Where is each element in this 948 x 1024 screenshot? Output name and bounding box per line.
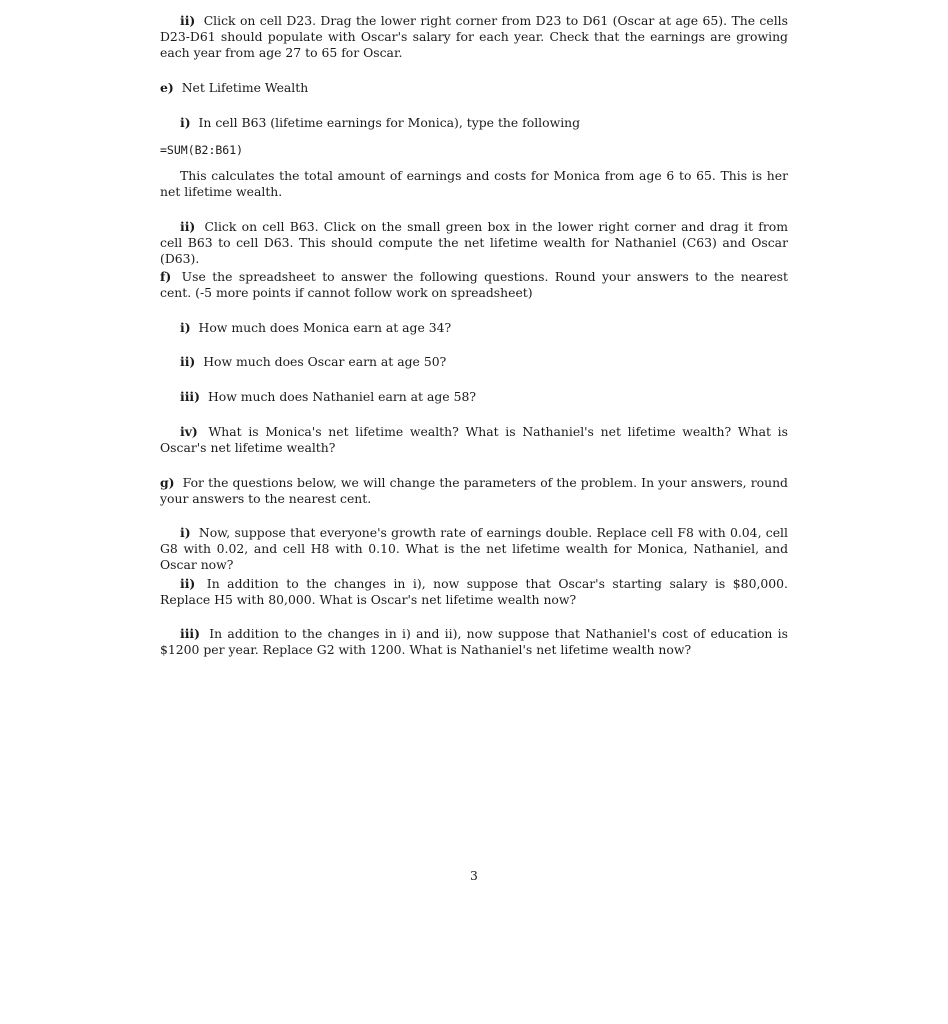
question-g-i-label: i): [180, 525, 191, 540]
question-f-i-text: How much does Monica earn at age 34?: [198, 320, 452, 335]
question-g-ii-label: ii): [180, 576, 196, 591]
step-d-ii: [160, 13, 788, 61]
question-f-ii: [160, 354, 788, 370]
section-g-text: For the questions below, we will change the parameters of the problem. In your answers, round your answers to the nearest cent.: [160, 475, 788, 506]
question-g-iii-text: In addition to the changes in i) and ii), now suppose that Nathaniel's cost of education is $1200 per year. Replace G2 with 1200. What is Nathaniel's net lifetime wealth now?: [160, 626, 788, 657]
section-e-heading: [160, 80, 788, 96]
section-e-label: e): [160, 80, 174, 95]
section-g-label: g): [160, 475, 175, 490]
section-f-label: f): [160, 269, 172, 284]
step-e-i-text: In cell B63 (lifetime earnings for Monica), type the following: [198, 115, 581, 130]
step-e-i: [160, 115, 788, 131]
step-d-ii-label: ii): [180, 13, 196, 28]
section-f-text: Use the spreadsheet to answer the following questions. Round your answers to the nearest cent. (-5 more points if cannot follow work on spreadsheet): [160, 269, 788, 300]
question-f-i: [160, 320, 788, 336]
step-d-ii-text: Click on cell D23. Drag the lower right corner from D23 to D61 (Oscar at age 65). The cells D23-D61 should populate with Oscar's salary for each year. Check that the earnings are growing each year from age 27 to 65 for Oscar.: [160, 13, 788, 60]
section-e-title: Net Lifetime Wealth: [181, 80, 309, 95]
question-f-i-label: i): [180, 320, 191, 335]
section-g-intro: [160, 475, 788, 507]
question-f-iii: [160, 389, 788, 405]
question-g-ii-text: In addition to the changes in i), now suppose that Oscar's starting salary is $80,000. Replace H5 with 80,000. What is Oscar's net lifetime wealth now?: [160, 576, 788, 607]
step-e-i-label: i): [180, 115, 191, 130]
question-g-i: [160, 525, 788, 573]
question-f-iii-text: How much does Nathaniel earn at age 58?: [207, 389, 476, 404]
question-g-iii-label: iii): [180, 626, 200, 641]
step-e-explanation: This calculates the total amount of earnings and costs for Monica from age 6 to 65. This is her net lifetime wealth.: [160, 168, 788, 199]
question-f-iv: [160, 424, 788, 456]
formula-text: =SUM(B2:B61): [160, 143, 244, 157]
question-g-iii: [160, 626, 788, 658]
question-f-ii-label: ii): [180, 354, 196, 369]
question-f-iv-label: iv): [180, 424, 198, 439]
section-f-intro: [160, 269, 788, 301]
step-e-ii-text: Click on cell B63. Click on the small green box in the lower right corner and drag it from cell B63 to cell D63. This should compute the net lifetime wealth for Nathaniel (C63) and Oscar (D63).: [160, 219, 788, 266]
page-number: 3: [470, 868, 478, 883]
question-g-i-text: Now, suppose that everyone's growth rate of earnings double. Replace cell F8 with 0.04, cell G8 with 0.02, and cell H8 with 0.10. What is the net lifetime wealth for Monica, Nathaniel, and Oscar now?: [160, 525, 788, 572]
question-f-iii-label: iii): [180, 389, 200, 404]
question-f-ii-text: How much does Oscar earn at age 50?: [203, 354, 447, 369]
question-g-ii: [160, 576, 788, 608]
step-e-ii-label: ii): [180, 219, 196, 234]
step-e-ii: [160, 219, 788, 267]
question-f-iv-text: What is Monica's net lifetime wealth? What is Nathaniel's net lifetime wealth? What is Oscar's net lifetime wealth?: [160, 424, 788, 455]
